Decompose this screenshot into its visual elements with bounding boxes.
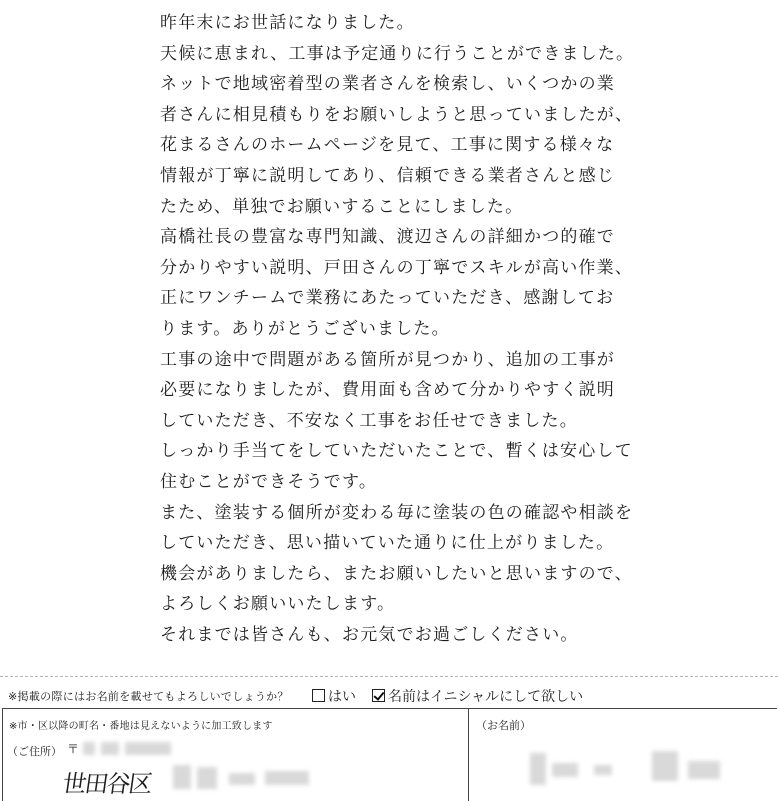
letter-line: 機会がありましたら、またお願いしたいと思いますので、 — [160, 563, 633, 584]
postal-mark: 〒 — [67, 742, 80, 756]
letter-line: よろしくお願いいたします。 — [160, 594, 396, 615]
letter-line: 花まるさんのホームページを見て、工事に関する様々な — [160, 135, 615, 156]
dashed-divider — [0, 676, 778, 677]
option-yes-label: はい — [328, 689, 356, 705]
option-initials[interactable] — [372, 686, 583, 706]
redacted-address — [173, 765, 191, 789]
consent-question-row — [8, 686, 778, 706]
option-yes[interactable] — [312, 686, 356, 706]
letter-line: 住むことができそうです。 — [160, 471, 378, 492]
letter-line: それまでは皆さんも、お元気でお過ごしください。 — [160, 624, 579, 645]
letter-line: 情報が丁寧に説明してあり、信頼できる業者さんと感じ — [160, 165, 615, 186]
redacted-postal-code — [83, 742, 95, 755]
letter-line: 分かりやすい説明、戸田さんの丁寧でスキルが高い作業、 — [160, 257, 634, 278]
redacted-postal-code — [101, 742, 119, 755]
consent-question: ※掲載の際にはお名前を載せてもよろしいでしょうか？ — [8, 690, 289, 703]
redacted-name — [688, 761, 720, 779]
address-privacy-note: ※市・区以降の町名・番地は見えないように加工致します — [9, 721, 273, 732]
redacted-address — [197, 767, 217, 789]
redacted-name — [552, 763, 578, 777]
letter-line: していただき、不安なく工事をお任せできました。 — [160, 410, 578, 431]
address-label: （ご住所） — [7, 745, 62, 758]
letter-line: 必要になりましたが、費用面も含めて分かりやすく説明 — [160, 380, 615, 401]
redacted-name — [594, 765, 612, 775]
name-label: （お名前） — [476, 719, 531, 732]
checkbox-initials-checked[interactable] — [372, 689, 385, 702]
letter-line: しっかり手当てをしていただいたことで、暫くは安心して — [160, 441, 633, 462]
letter-line: 者さんに相見積もりをお願いしようと思っていましたが、 — [160, 104, 634, 125]
letter-line: 天候に恵まれ、工事は予定通りに行うことができました。 — [160, 43, 635, 64]
letter-line: 昨年末にお世話になりました。 — [160, 13, 415, 33]
redacted-address — [229, 773, 255, 785]
redacted-address — [265, 771, 309, 785]
option-initials-label: 名前はイニシャルにして欲しい — [388, 689, 584, 705]
redacted-name — [530, 753, 546, 785]
address-name-form — [2, 708, 777, 801]
letter-line: 工事の途中で問題がある箇所が見つかり、追加の工事が — [160, 349, 615, 370]
redacted-name — [652, 751, 678, 781]
redacted-postal-code — [125, 742, 171, 755]
letter-line: また、塗装する個所が変わる毎に塗装の色の確認や相談を — [160, 502, 634, 523]
letter-body — [160, 8, 760, 650]
letter-line: ります。ありがとうございました。 — [160, 318, 450, 339]
letter-line: たため、単独でお願いすることにしました。 — [160, 196, 524, 217]
letter-line: ネットで地域密着型の業者さんを検索し、いくつかの業 — [160, 74, 615, 95]
handwritten-address: 世田谷区 — [60, 770, 153, 798]
checkbox-yes[interactable] — [312, 689, 325, 702]
letter-line: していただき、思い描いていた通りに仕上がりました。 — [160, 533, 615, 554]
letter-line: 正にワンチームで業務にあたっていただき、感謝してお — [160, 288, 615, 309]
letter-line: 高橋社長の豊富な専門知識、渡辺さんの詳細かつ的確で — [160, 227, 615, 248]
name-field — [468, 709, 777, 801]
